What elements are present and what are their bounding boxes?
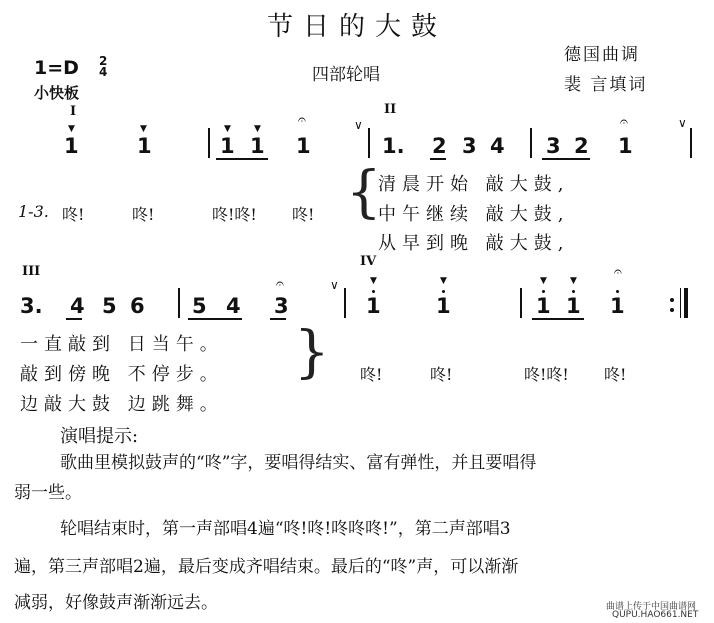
barline (208, 128, 210, 158)
lyric-line: 敲到傍晚 不停步。 (20, 364, 224, 385)
part-marker-3: III (22, 264, 41, 279)
fermata-mark: 𝄐 (620, 114, 628, 130)
beam-underline (188, 318, 242, 320)
barline (368, 128, 370, 158)
breath-mark: ∨ (678, 116, 687, 130)
note: 2 (432, 134, 447, 158)
breath-mark: ∨ (330, 278, 339, 292)
time-denominator: 4 (99, 65, 108, 79)
lyricist-credit: 裴 言填词 (564, 75, 648, 95)
high-octave-dot (542, 290, 545, 293)
beam-underline (542, 158, 590, 160)
breath-mark: ∨ (354, 118, 363, 132)
note: 1 (250, 134, 265, 158)
dong-word: 咚! (360, 365, 383, 384)
dong-word: 咚! (62, 205, 85, 224)
lyric-brace: } (294, 320, 330, 385)
tips-paragraph: 减弱，好像鼓声渐渐远去。 (14, 593, 218, 613)
site-watermark: 曲谱上传于中国曲谱网 (606, 602, 697, 612)
note: 1 (566, 294, 581, 318)
tips-paragraph: 遍，第三声部唱2遍，最后变成齐唱结束。最后的“咚”声，可以渐渐 (14, 557, 519, 577)
fermata-mark: 𝄐 (298, 112, 306, 128)
barline (344, 288, 346, 318)
tips-paragraph: 轮唱结束时，第一声部唱4遍“咚!咚!咚咚咚!”，第二声部唱3 (60, 519, 511, 539)
note: 1 (610, 294, 625, 318)
fermata-mark: 𝄐 (276, 276, 284, 292)
note: 1 (366, 294, 381, 318)
accent-mark: ▼ (440, 276, 447, 286)
note: 3 (274, 294, 289, 318)
beam-underline (430, 158, 446, 160)
high-octave-dot (442, 290, 445, 293)
dong-word: 咚! (430, 365, 453, 384)
composer-credit: 德国曲调 (564, 45, 640, 65)
barline (530, 128, 532, 158)
note: 4 (226, 294, 241, 318)
note: 2 (574, 134, 589, 158)
lyric-brace: { (346, 160, 382, 225)
repeat-thin-bar (680, 288, 681, 318)
note: 4 (490, 134, 505, 158)
note: 3. (20, 294, 43, 318)
time-numerator: 2 (99, 54, 108, 68)
verse-number: 1-3. (18, 202, 49, 221)
beam-underline (270, 318, 286, 320)
time-signature (99, 56, 107, 78)
note: 1. (382, 134, 405, 158)
note: 6 (130, 294, 145, 318)
repeat-dot (670, 308, 674, 312)
note: 1 (618, 134, 633, 158)
part-marker-2: II (384, 102, 397, 117)
tips-paragraph: 歌曲里模拟鼓声的“咚”字，要唱得结实、富有弹性，并且要唱得 (60, 453, 537, 473)
accent-mark: ▼ (140, 124, 147, 134)
high-octave-dot (372, 290, 375, 293)
barline (690, 128, 692, 158)
dong-word: 咚! (604, 365, 627, 384)
note: 1 (64, 134, 79, 158)
dong-word: 咚!咚! (524, 365, 569, 384)
accent-mark: ▼ (224, 124, 231, 134)
part-marker-4: IV (360, 254, 377, 269)
note: 1 (536, 294, 551, 318)
beam-underline (66, 318, 82, 320)
accent-mark: ▼ (254, 124, 261, 134)
note: 1 (296, 134, 311, 158)
note: 1 (436, 294, 451, 318)
lyric-line: 中午继续 敲大鼓, (378, 204, 570, 225)
repeat-thick-bar (684, 288, 688, 318)
note: 1 (220, 134, 235, 158)
repeat-dot (670, 298, 674, 302)
barline (178, 288, 180, 318)
lyric-line: 一直敲到 日当午。 (20, 334, 224, 355)
song-title: 节日的大鼓 (266, 12, 447, 42)
part-marker-1: I (70, 104, 77, 119)
accent-mark: ▼ (540, 276, 547, 286)
site-watermark-url: QUPU.HAO661.NET (612, 610, 699, 620)
tips-heading: 演唱提示: (60, 426, 139, 447)
barline (520, 288, 522, 318)
accent-mark: ▼ (370, 276, 377, 286)
note: 5 (192, 294, 207, 318)
beam-underline (532, 318, 584, 320)
note: 3 (462, 134, 477, 158)
beam-underline (216, 158, 268, 160)
lyric-line: 清晨开始 敲大鼓, (378, 174, 570, 195)
lyric-line: 从早到晚 敲大鼓, (378, 233, 570, 254)
note: 1 (137, 134, 152, 158)
note: 5 (102, 294, 117, 318)
note: 3 (546, 134, 561, 158)
high-octave-dot (572, 290, 575, 293)
accent-mark: ▼ (570, 276, 577, 286)
high-octave-dot (616, 290, 619, 293)
tempo-marking: 小快板 (34, 84, 80, 102)
tips-paragraph: 弱一些。 (14, 483, 82, 503)
fermata-mark: 𝄐 (614, 264, 622, 280)
accent-mark: ▼ (68, 124, 75, 134)
note: 4 (70, 294, 85, 318)
lyric-line: 边敲大鼓 边跳舞。 (20, 394, 224, 415)
key-signature: 1=D (34, 57, 79, 79)
dong-word: 咚!咚! (212, 205, 257, 224)
dong-word: 咚! (292, 205, 315, 224)
performance-form: 四部轮唱 (312, 65, 380, 85)
dong-word: 咚! (132, 205, 155, 224)
